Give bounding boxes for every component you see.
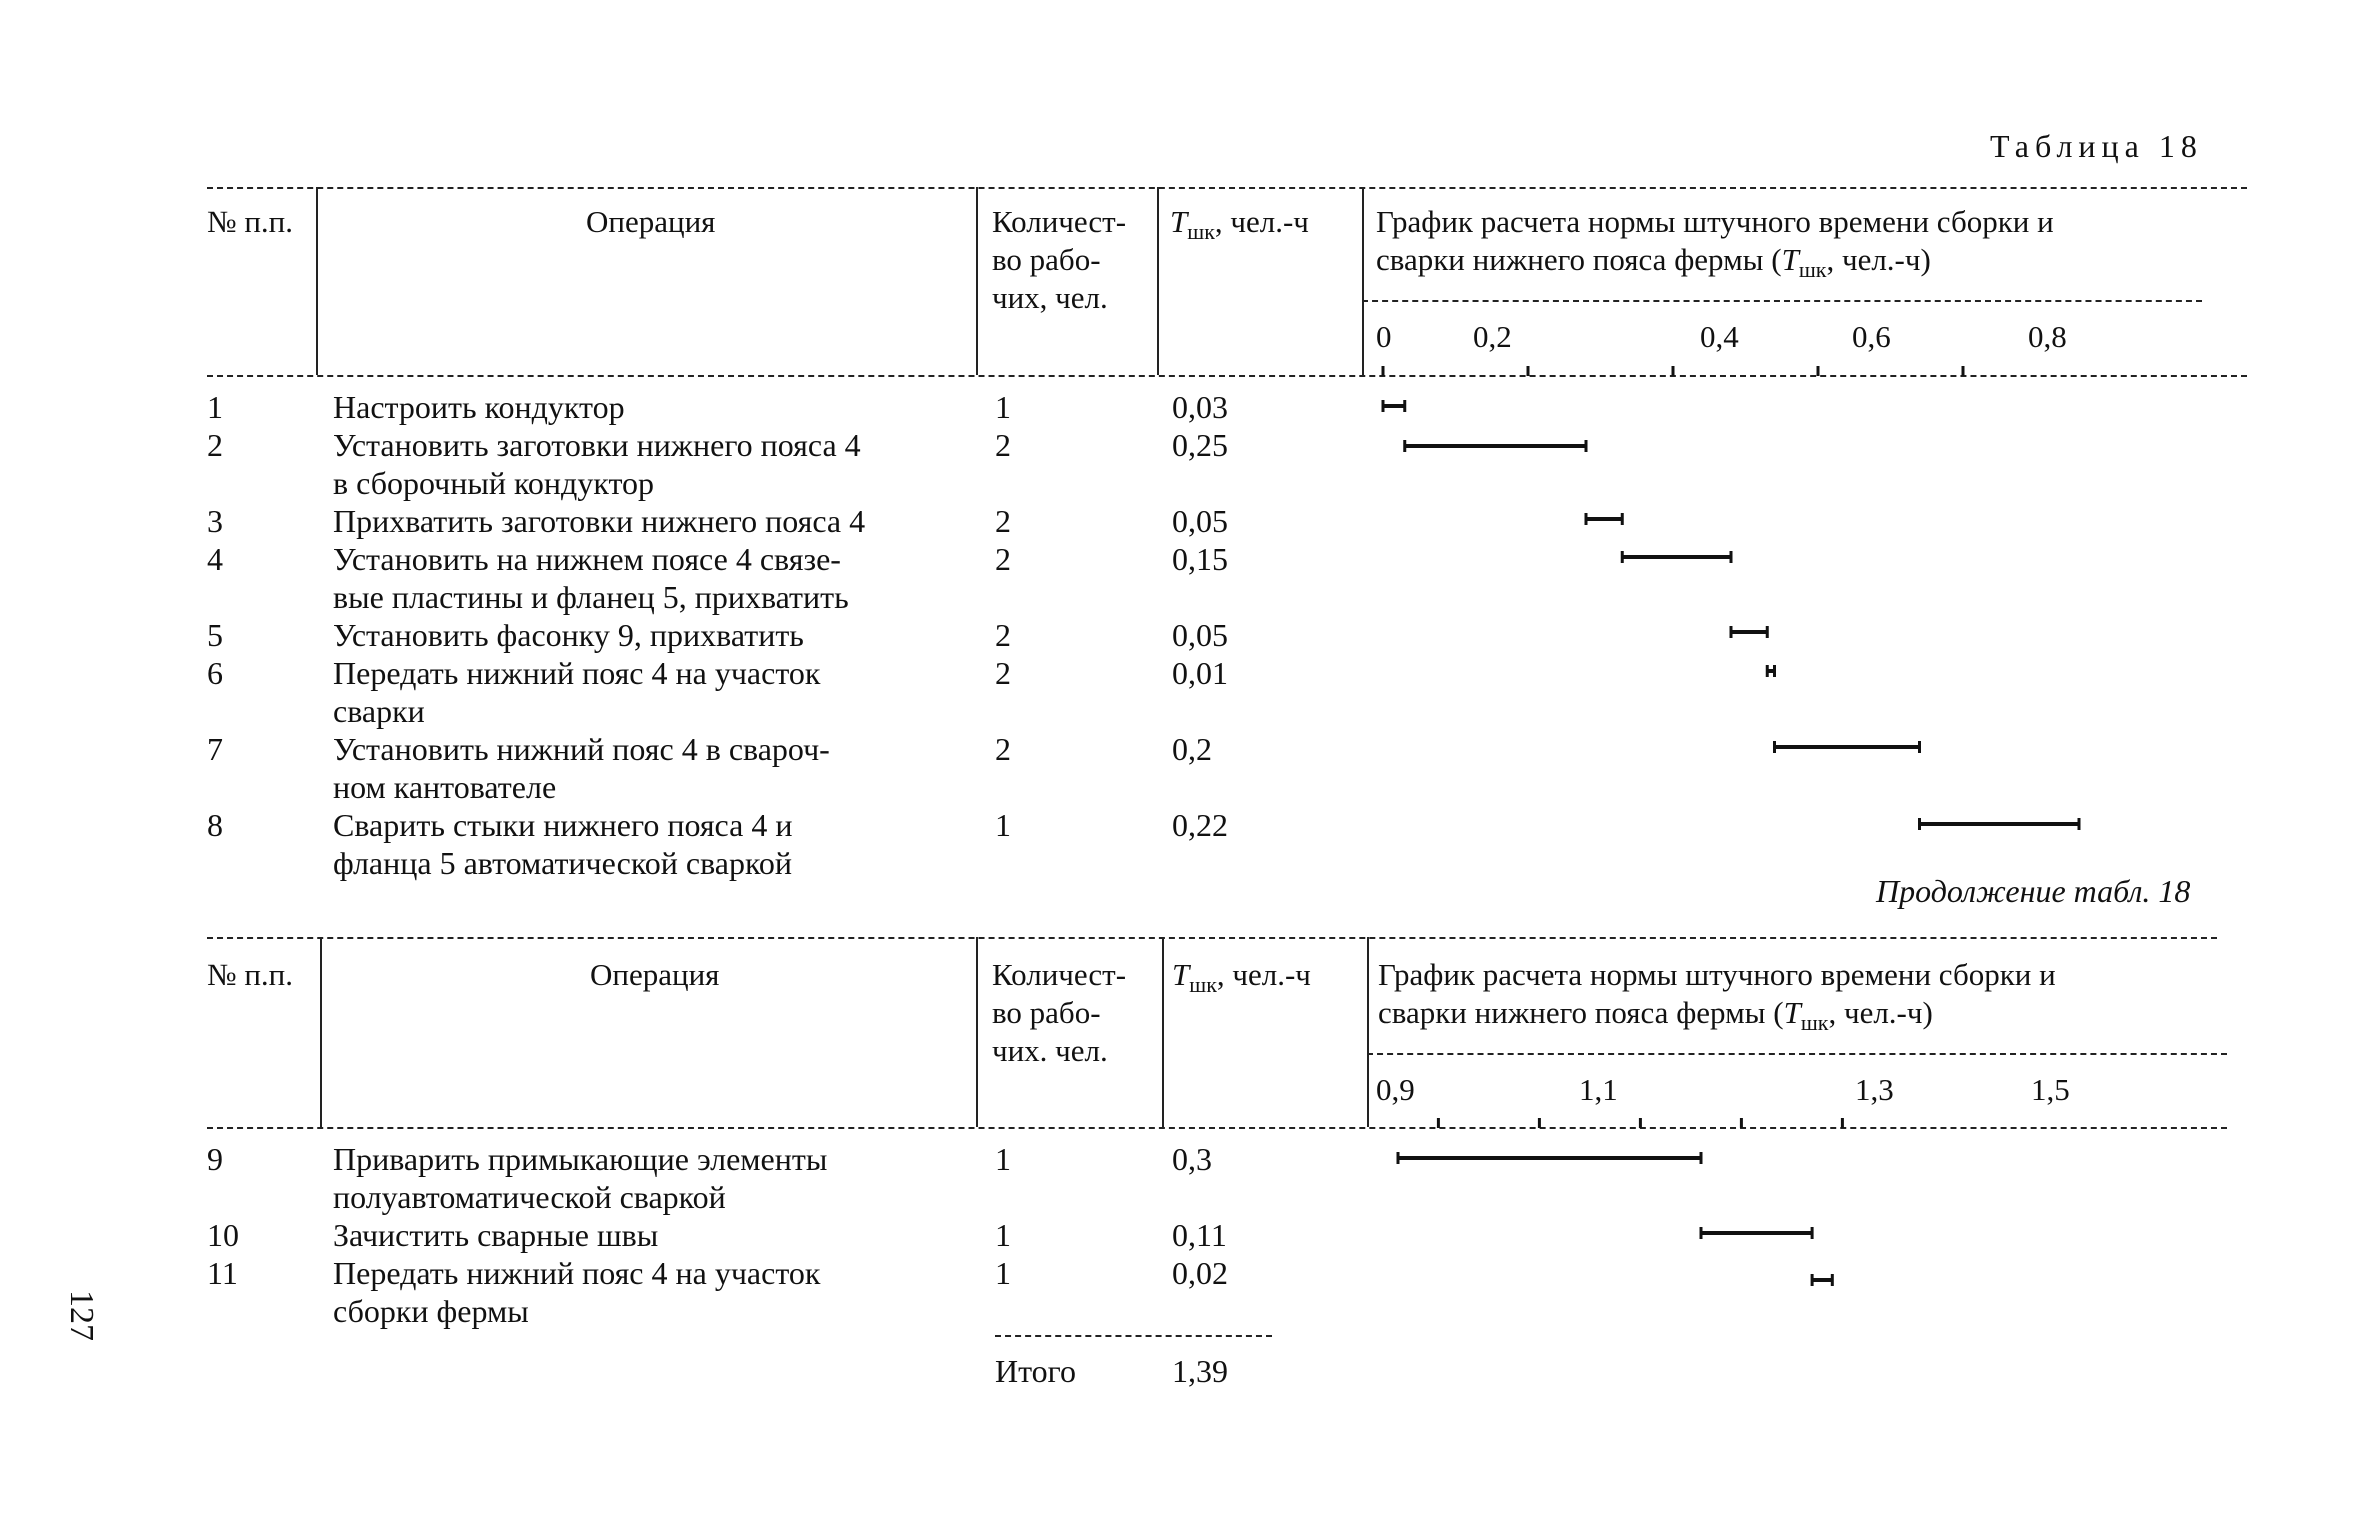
axis1-tick-1: 0,2: [1473, 319, 1512, 354]
row-operation: Установить на нижнем поясе 4 связе-: [333, 541, 841, 577]
row-time: 0,3: [1172, 1141, 1212, 1177]
row-number: 3: [207, 503, 223, 539]
header-time: $T_{шк}$, чел.-ч: [1170, 204, 1309, 245]
row-operation: Сварить стыки нижнего пояса 4 и: [333, 807, 793, 843]
row-number: 1: [207, 389, 223, 425]
row-workers: 1: [995, 1217, 1011, 1253]
row-time: 0,11: [1172, 1217, 1227, 1253]
row-workers: 1: [995, 389, 1011, 425]
row-number: 8: [207, 807, 223, 843]
row-number: 10: [207, 1217, 239, 1253]
axis2-tick-1: 1,1: [1579, 1072, 1618, 1107]
row-operation: ном кантователе: [333, 769, 557, 805]
row-workers: 1: [995, 807, 1011, 843]
axis1-tick-0: 0: [1376, 319, 1392, 354]
row-number: 9: [207, 1141, 223, 1177]
header2-graph-line2: сварки нижнего пояса фермы ($T_{шк}$, чел.-ч): [1378, 995, 1933, 1036]
row-time: 0,15: [1172, 541, 1228, 577]
row-workers: 2: [995, 617, 1011, 653]
row-operation: Установить нижний пояс 4 в свароч-: [333, 731, 830, 767]
header2-workers-2: во рабо-: [992, 995, 1101, 1030]
header2-operation: Операция: [590, 957, 720, 992]
row-operation: вые пластины и фланец 5, прихватить: [333, 579, 849, 615]
axis1-tick-3: 0,6: [1852, 319, 1891, 354]
row-operation: в сборочный кондуктор: [333, 465, 655, 501]
row-operation: фланца 5 автоматической сваркой: [333, 845, 793, 881]
total-value: 1,39: [1172, 1353, 1228, 1389]
row-operation: Установить фасонку 9, прихватить: [333, 617, 804, 653]
row-operation: Передать нижний пояс 4 на участок: [333, 655, 821, 691]
row-workers: 2: [995, 541, 1011, 577]
row-time: 0,05: [1172, 617, 1228, 653]
header-workers-3: чих, чел.: [992, 280, 1108, 315]
row-number: 6: [207, 655, 223, 691]
axis2-tick-3: 1,5: [2031, 1072, 2070, 1107]
row-workers: 2: [995, 655, 1011, 691]
table-caption: Таблица 18: [1990, 128, 2203, 164]
header2-workers-3: чих. чел.: [992, 1033, 1108, 1068]
header-workers-1: Количест-: [992, 204, 1127, 239]
axis2-tick-2: 1,3: [1855, 1072, 1894, 1107]
row-number: 7: [207, 731, 223, 767]
row-operation: полуавтоматической сваркой: [333, 1179, 726, 1215]
axis1-tick-4: 0,8: [2028, 319, 2067, 354]
header-workers-2: во рабо-: [992, 242, 1101, 277]
row-workers: 2: [995, 731, 1011, 767]
row-time: 0,05: [1172, 503, 1228, 539]
row-operation: сборки фермы: [333, 1293, 529, 1329]
row-operation: Приварить примыкающие элементы: [333, 1141, 828, 1177]
header2-num: № п.п.: [207, 957, 294, 992]
row-workers: 2: [995, 427, 1011, 463]
header-graph-line1: График расчета нормы штучного времени сборки и: [1376, 204, 2054, 239]
total-label: Итого: [995, 1353, 1076, 1389]
axis1-tick-2: 0,4: [1700, 319, 1739, 354]
header-graph-line2: сварки нижнего пояса фермы ($T_{шк}$, чел.-ч): [1376, 242, 1931, 283]
row-time: 0,03: [1172, 389, 1228, 425]
row-operation: Установить заготовки нижнего пояса 4: [333, 427, 861, 463]
row-number: 11: [207, 1255, 238, 1291]
row-number: 2: [207, 427, 223, 463]
header2-graph-line1: График расчета нормы штучного времени сборки и: [1378, 957, 2056, 992]
row-workers: 2: [995, 503, 1011, 539]
axis2-tick-0: 0,9: [1376, 1072, 1415, 1107]
row-time: 0,2: [1172, 731, 1212, 767]
row-number: 5: [207, 617, 223, 653]
row-time: 0,22: [1172, 807, 1228, 843]
row-operation: Прихватить заготовки нижнего пояса 4: [333, 503, 866, 539]
header-operation: Операция: [586, 204, 716, 239]
row-operation: Зачистить сварные швы: [333, 1217, 659, 1253]
header-num: № п.п.: [207, 204, 294, 239]
row-number: 4: [207, 541, 223, 577]
page-number: 127: [63, 1290, 100, 1341]
row-time: 0,01: [1172, 655, 1228, 691]
continuation-caption: Продолжение табл. 18: [1876, 873, 2191, 909]
row-operation: сварки: [333, 693, 425, 729]
row-workers: 1: [995, 1255, 1011, 1291]
row-time: 0,02: [1172, 1255, 1228, 1291]
header2-time: $T_{шк}$, чел.-ч: [1172, 957, 1311, 998]
row-workers: 1: [995, 1141, 1011, 1177]
row-time: 0,25: [1172, 427, 1228, 463]
row-operation: Настроить кондуктор: [333, 389, 625, 425]
header2-workers-1: Количест-: [992, 957, 1127, 992]
row-operation: Передать нижний пояс 4 на участок: [333, 1255, 821, 1291]
